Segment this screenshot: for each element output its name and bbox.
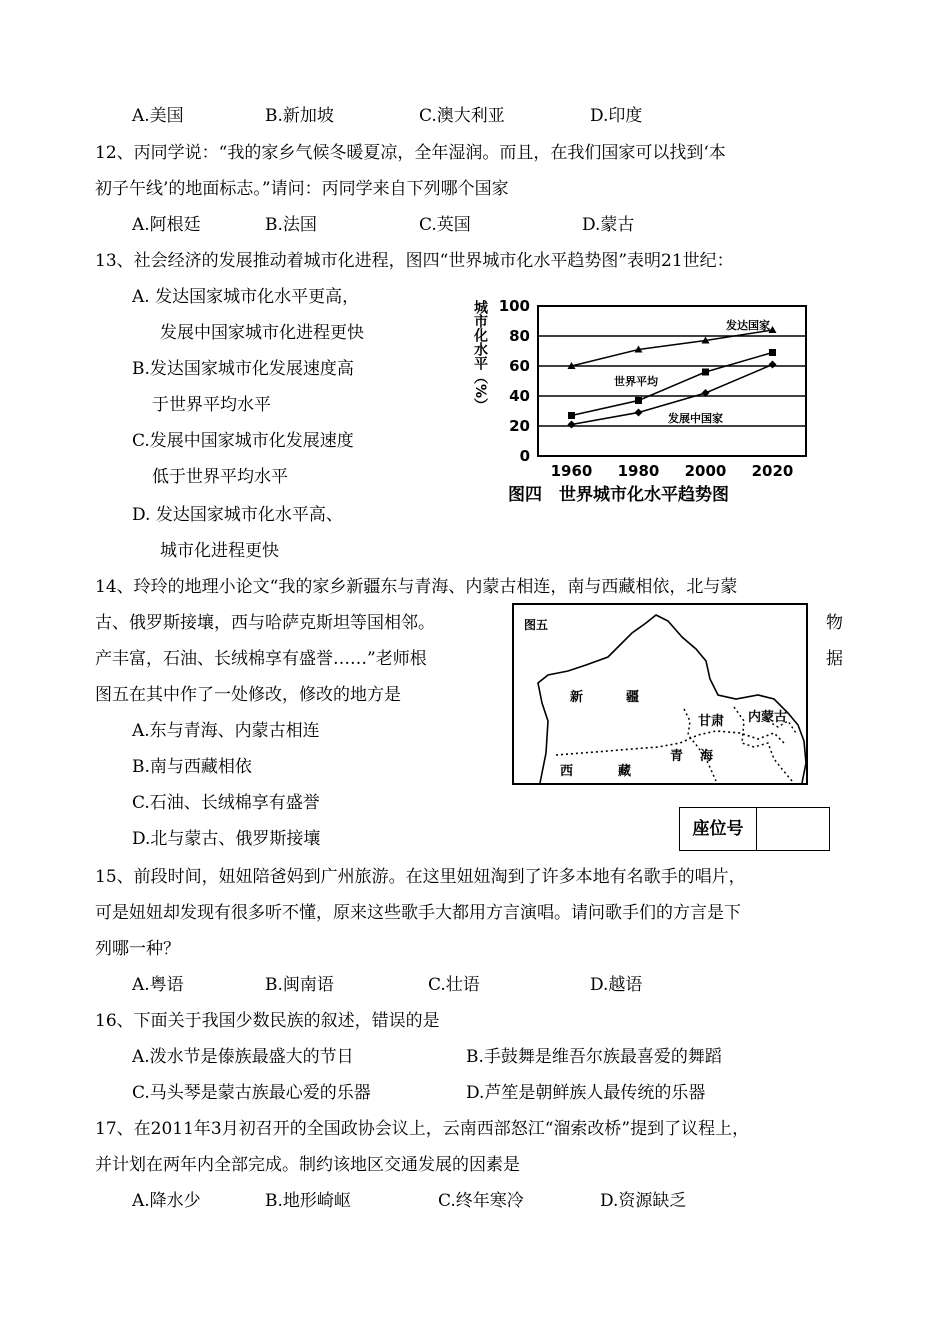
map-label-inner-mongolia: 内蒙古 [748, 710, 788, 725]
q13-option-b-line-2: 于世界平均水平 [152, 395, 271, 415]
chart-x-tick-label: 2020 [751, 462, 794, 480]
chart-y-tick-label: 60 [509, 357, 530, 375]
map-label-jiang: 疆 [626, 690, 640, 705]
q13-option-c-line-2: 低于世界平均水平 [152, 467, 288, 487]
q15-option-b: B.闽南语 [265, 975, 334, 995]
chart-series-label: 发达国家 [726, 319, 770, 332]
chart-y-tick-label: 40 [509, 387, 530, 405]
q17-stem-line-1: 17、在2011年3月初召开的全国政协会议上，云南西部怒江“溜索改桥”提到了议程上， [95, 1119, 750, 1139]
q13-option-a-line-1: A. 发达国家城市化水平更高， [132, 287, 360, 307]
q16-option-c: C.马头琴是蒙古族最心爱的乐器 [132, 1083, 371, 1103]
map-title: 图五 [524, 618, 549, 632]
chart-x-tick-label: 1960 [550, 462, 593, 480]
chart-point [568, 412, 575, 419]
chart-point [769, 349, 776, 356]
q14-stem-line-4: 图五在其中作了一处修改，修改的地方是 [95, 685, 401, 705]
q15-stem-line-1: 15、前段时间，妞妞陪爸妈到广州旅游。在这里妞妞淘到了许多本地有名歌手的唱片， [95, 867, 746, 887]
q12-stem-line-2: 初子午线’的地面标志。”请问：丙同学来自下列哪个国家 [95, 179, 509, 199]
q14-stem-line-3-tail: 据 [826, 649, 843, 669]
seat-number-label: 座位号 [680, 808, 757, 850]
seat-number-field[interactable] [757, 808, 829, 850]
chart-y-axis-label: 城市化水平（%） [472, 300, 488, 413]
map-label-zang: 藏 [618, 764, 632, 779]
q12-option-b: B.法国 [265, 215, 317, 235]
map-label-qing: 青 [670, 749, 684, 764]
q15-option-c: C.壮语 [428, 975, 480, 995]
q16-option-a: A.泼水节是傣族最盛大的节日 [132, 1047, 354, 1067]
urbanization-trend-chart [460, 296, 830, 511]
q14-stem-line-1: 14、玲玲的地理小论文“我的家乡新疆东与青海、内蒙古相连，南与西藏相依，北与蒙 [95, 577, 738, 597]
seat-number-box [679, 807, 830, 851]
chart-title: 图四 世界城市化水平趋势图 [508, 485, 729, 505]
map-label-xi: 西 [560, 764, 574, 779]
chart-point [702, 369, 709, 376]
q13-stem: 13、社会经济的发展推动着城市化进程，图四“世界城市化水平趋势图”表明21世纪： [95, 251, 734, 271]
q17-stem-line-2: 并计划在两年内全部完成。制约该地区交通发展的因素是 [95, 1155, 520, 1175]
q14-option-b: B.南与西藏相依 [132, 757, 252, 777]
q14-stem-line-2-tail: 物 [826, 613, 843, 633]
xinjiang-map [512, 603, 808, 785]
chart-x-tick-label: 2000 [684, 462, 727, 480]
q15-stem-line-3: 列哪一种？ [95, 939, 180, 959]
chart-point [635, 397, 642, 404]
q16-option-d: D.芦笙是朝鲜族人最传统的乐器 [466, 1083, 706, 1103]
chart-y-tick-label: 80 [509, 327, 530, 345]
q12-option-c: C.英国 [419, 215, 471, 235]
q13-option-d-line-1: D. 发达国家城市化水平高、 [132, 505, 343, 525]
q11-option-c: C.澳大利亚 [419, 106, 505, 126]
q17-option-c: C.终年寒冷 [438, 1191, 524, 1211]
q15-stem-line-2: 可是妞妞却发现有很多听不懂，原来这些歌手大都用方言演唱。请问歌手们的方言是下 [95, 903, 741, 923]
q14-stem-line-3: 产丰富，石油、长绒棉享有盛誉……”老师根 [95, 649, 427, 669]
q17-option-a: A.降水少 [132, 1191, 201, 1211]
q12-stem-line-1: 12、丙同学说：“我的家乡气候冬暖夏凉，全年湿润。而且，在我们国家可以找到‘本 [95, 143, 726, 163]
q12-option-d: D.蒙古 [582, 215, 635, 235]
map-label-hai: 海 [700, 749, 714, 764]
map-label-xin: 新 [570, 690, 584, 705]
q16-option-b: B.手鼓舞是维吾尔族最喜爱的舞蹈 [466, 1047, 722, 1067]
q13-option-a-line-2: 发展中国家城市化进程更快 [160, 323, 364, 343]
chart-series-label: 世界平均 [614, 375, 658, 388]
chart-y-tick-label: 20 [509, 417, 530, 435]
chart-x-tick-label: 1980 [617, 462, 660, 480]
q15-option-a: A.粤语 [132, 975, 184, 995]
q14-option-d: D.北与蒙古、俄罗斯接壤 [132, 829, 321, 849]
chart-series-label: 发展中国家 [668, 412, 723, 425]
q17-option-d: D.资源缺乏 [600, 1191, 687, 1211]
q14-option-c: C.石油、长绒棉享有盛誉 [132, 793, 320, 813]
chart-y-tick-label: 0 [519, 447, 530, 465]
q13-option-b-line-1: B.发达国家城市化发展速度高 [132, 359, 354, 379]
q13-option-d-line-2: 城市化进程更快 [160, 541, 279, 561]
q11-option-b: B.新加坡 [265, 106, 334, 126]
q17-option-b: B.地形崎岖 [265, 1191, 351, 1211]
q13-option-c-line-1: C.发展中国家城市化发展速度 [132, 431, 354, 451]
q15-option-d: D.越语 [590, 975, 643, 995]
q14-option-a: A.东与青海、内蒙古相连 [132, 721, 320, 741]
q16-stem: 16、下面关于我国少数民族的叙述，错误的是 [95, 1011, 440, 1031]
q14-stem-line-2: 古、俄罗斯接壤，西与哈萨克斯坦等国相邻。 [95, 613, 435, 633]
map-label-gansu: 甘肃 [698, 714, 725, 729]
q11-option-a: A.美国 [132, 106, 184, 126]
chart-y-tick-label: 100 [498, 297, 530, 315]
q12-option-a: A.阿根廷 [132, 215, 201, 235]
q11-option-d: D.印度 [590, 106, 643, 126]
